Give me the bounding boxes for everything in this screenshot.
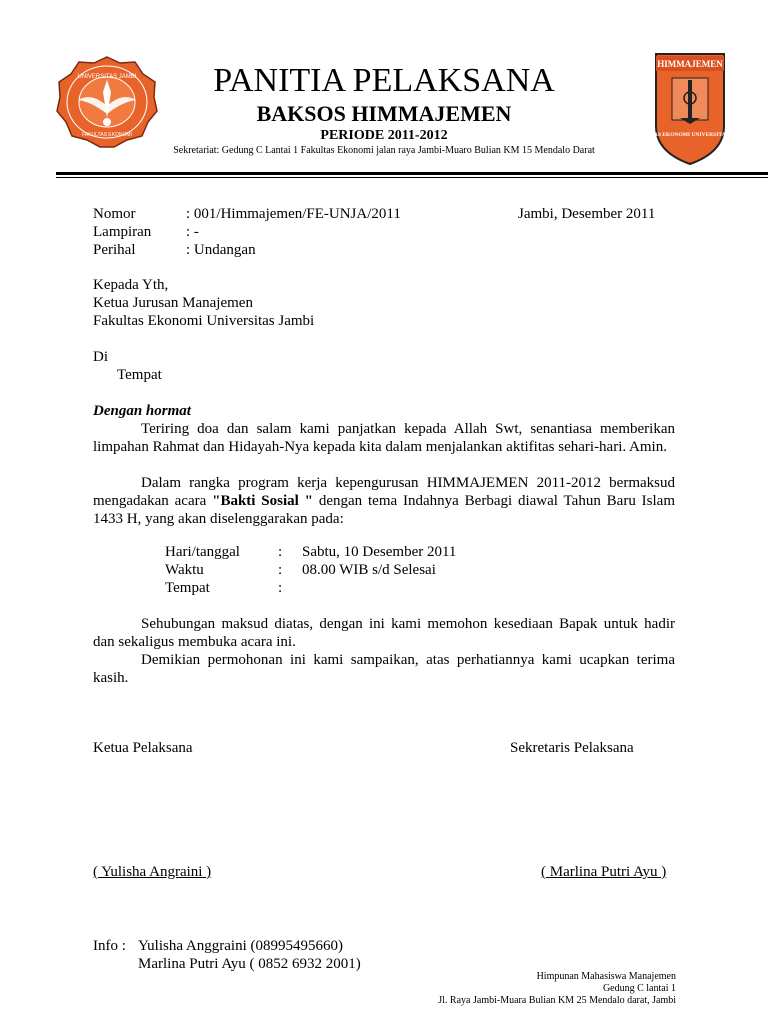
- perihal-value: : Undangan: [186, 242, 256, 258]
- letterhead-period: PERIODE 2011-2012: [320, 128, 448, 143]
- event-date-sep: :: [278, 544, 283, 560]
- signer-right-name: ( Marlina Putri Ayu ): [541, 864, 667, 880]
- event-time-sep: :: [278, 562, 283, 578]
- left-logo-bottom-text: FAKULTAS EKONOMI: [82, 132, 132, 138]
- left-logo-top-text: UNIVERSITAS JAMBI: [77, 74, 137, 80]
- signer-left-role: Ketua Pelaksana: [93, 740, 193, 756]
- paragraph-event-intro-post: dengan tema Indahnya Berbagi diawal Tahun Baru Islam 1433 H, yang akan diselenggarakan pada:: [93, 493, 675, 527]
- perihal-label: Perihal: [93, 242, 136, 258]
- event-time-label: Waktu: [165, 562, 204, 578]
- letterhead-secretariat: Sekretariat: Gedung C Lantai 1 Fakultas Ekonomi jalan raya Jambi-Muaro Bulian KM 15 Mendalo Darat: [173, 145, 595, 156]
- paragraph-request: Sehubungan maksud diatas, dengan ini kami memohon kesediaan Bapak untuk hadir dan sekaligus membuka acara ini.: [93, 616, 675, 650]
- event-time-value: 08.00 WIB s/d Selesai: [302, 562, 436, 578]
- letterhead-subtitle: BAKSOS HIMMAJEMEN: [256, 101, 512, 126]
- paragraph-event-intro: [93, 474, 675, 528]
- signer-right-role: Sekretaris Pelaksana: [510, 740, 634, 756]
- tempat-text: Tempat: [117, 367, 162, 383]
- paragraph-closing: Demikian permohonan ini kami sampaikan, atas perhatiannya kami ucapkan terima kasih.: [93, 652, 675, 686]
- di-text: Di: [93, 349, 108, 365]
- info-contact-1: Yulisha Anggraini (08995495660): [138, 938, 343, 954]
- right-logo-bottom-text: FAKULTAS EKONOMI UNIVERSITAS JAMBI: [632, 132, 748, 138]
- footer-address: Jl. Raya Jambi-Muara Bulian KM 25 Mendalo darat, Jambi: [438, 995, 676, 1006]
- footer-building: Gedung C lantai 1: [602, 983, 676, 994]
- event-date-value: Sabtu, 10 Desember 2011: [302, 544, 457, 560]
- recipient-line: Fakultas Ekonomi Universitas Jambi: [93, 313, 315, 329]
- right-logo-top-text: HIMMAJEMEN: [657, 59, 723, 69]
- paragraph-opening: Teriring doa dan salam kami panjatkan kepada Allah Swt, senantiasa memberikan limpahan Rahmat dan Hidayah-Nya kepada kita dalam menjalankan aktifitas sehari-hari. Amin.: [93, 421, 675, 455]
- signer-left-name: ( Yulisha Angraini ): [93, 864, 212, 880]
- info-label: Info :: [93, 938, 126, 954]
- lampiran-value: : -: [186, 224, 199, 240]
- lampiran-label: Lampiran: [93, 224, 152, 240]
- paragraph-event-intro-pre: Dalam rangka program kerja kepengurusan HIMMAJEMEN 2011-2012 bermaksud mengadakan acara: [93, 475, 675, 509]
- header-divider: [56, 172, 768, 175]
- nomor-value: : 001/Himmajemen/FE-UNJA/2011: [186, 206, 401, 222]
- footer-org: Himpunan Mahasiswa Manajemen: [536, 971, 676, 982]
- nomor-label: Nomor: [93, 206, 136, 222]
- event-place-sep: :: [278, 580, 283, 596]
- info-contact-2: Marlina Putri Ayu ( 0852 6932 2001): [138, 956, 361, 972]
- recipient-line: Ketua Jurusan Manajemen: [93, 295, 253, 311]
- event-date-label: Hari/tanggal: [165, 544, 240, 560]
- recipient-line: Kepada Yth,: [93, 277, 169, 293]
- event-place-label: Tempat: [165, 580, 210, 596]
- letter-date: Jambi, Desember 2011: [518, 206, 656, 222]
- header-divider-thin: [56, 177, 768, 178]
- letterhead-title: PANITIA PELAKSANA: [213, 62, 555, 99]
- event-name: "Bakti Sosial ": [212, 493, 313, 509]
- salutation: Dengan hormat: [93, 403, 191, 419]
